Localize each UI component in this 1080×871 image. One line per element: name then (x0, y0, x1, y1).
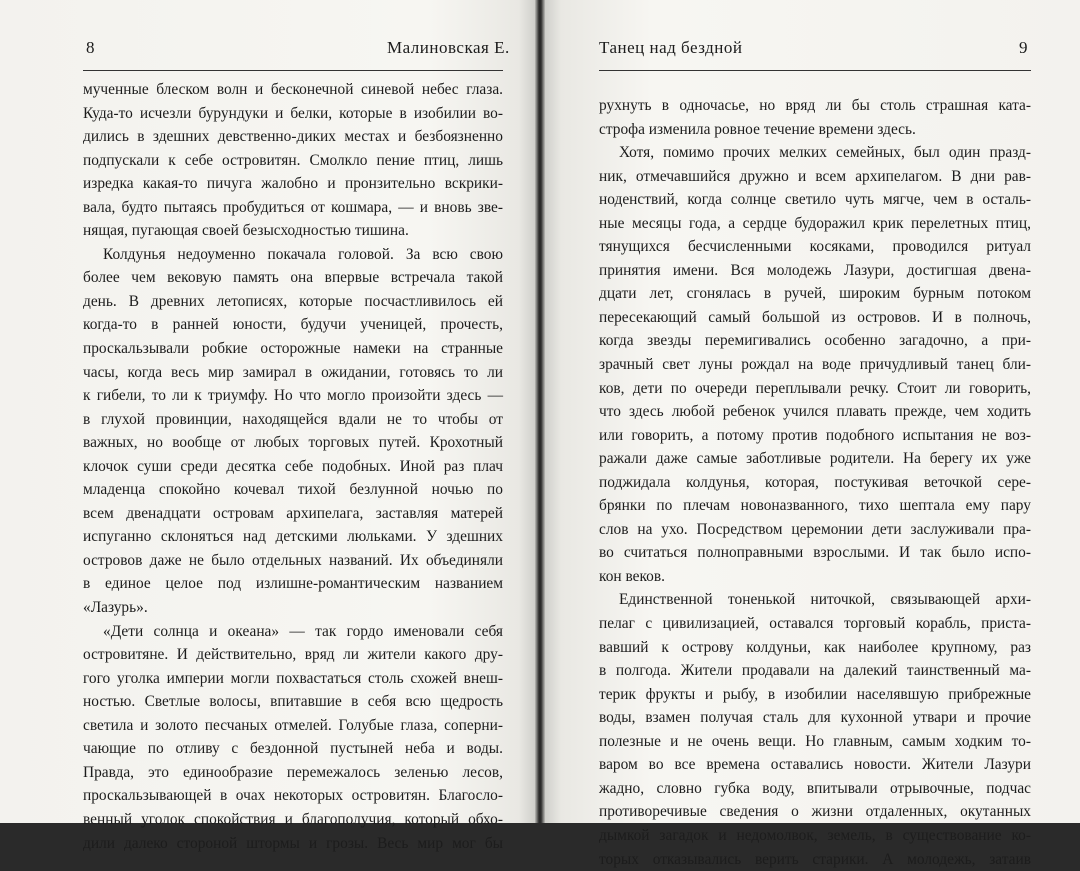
left-page (0, 0, 535, 823)
text-line: торых отказывались верить старики. А молодежь, затаив (599, 848, 1031, 871)
text-line: «Дети солнца и океана» — так гордо именовали себя (83, 620, 503, 644)
text-line: день. В древних летописях, которые посчастливилось ей (83, 290, 503, 314)
text-line: светила и золото песчаных отмелей. Голубые глаза, соперни- (83, 714, 503, 738)
right-page (545, 0, 1080, 823)
right-page-number: 9 (1019, 38, 1028, 58)
text-line: полезные и не очень вещи. Но главным, самым ходким то- (599, 730, 1031, 754)
text-line: ностью. Светлые волосы, впитавшие в себя всю щедрость (83, 690, 503, 714)
text-line: варом во все времена оставались новости. Жители Лазури (599, 753, 1031, 777)
right-running-head: Танец над бездной (599, 38, 742, 58)
text-line: дцати лет, сгонялась в ручей, широким бурным потоком (599, 282, 1031, 306)
text-line: всем двенадцати островам архипелага, заставляя матерей (83, 502, 503, 526)
text-line: дили далеко стороной штормы и грозы. Весь мир мог бы (83, 832, 503, 856)
text-line: ные месяцы года, а сердце будоражил крик перелетных птиц, (599, 212, 1031, 236)
text-line: вавший к острову колдуньи, как наиболее крупному, раз (599, 636, 1031, 660)
text-line: принятия имени. Вся молодежь Лазури, достигшая двена- (599, 259, 1031, 283)
text-line: в глухой провинции, находящейся вдали не то чтобы от (83, 408, 503, 432)
text-line: дились в здешних девственно-диких местах и безбоязненно (83, 125, 503, 149)
text-line: Куда-то исчезли бурундуки и белки, которые в изобилии во- (83, 102, 503, 126)
left-page-number: 8 (86, 38, 95, 58)
text-line: к гибели, то ли к триумфу. Но что могло произойти здесь — (83, 384, 503, 408)
text-line: часы, когда весь мир замирал в ожидании, готовясь то ли (83, 361, 503, 385)
text-line: венный уголок спокойствия и благополучия, который обхо- (83, 808, 503, 832)
text-line: брянки по плечам новоназванного, тихо шептала ему пару (599, 494, 1031, 518)
text-line: Хотя, помимо прочих мелких семейных, был один празд- (599, 141, 1031, 165)
text-line: рухнуть в одночасье, но вряд ли бы столь страшная ката- (599, 94, 1031, 118)
text-line: ков, дети по очереди переплывали речку. Стоит ли говорить, (599, 377, 1031, 401)
text-line: проскальзывали робкие осторожные намеки на странные (83, 337, 503, 361)
text-line: проскальзывающей в очах некоторых островитян. Благосло- (83, 784, 503, 808)
left-header-rule (83, 70, 503, 71)
text-line: жадно, словно губка воду, впитывали отрывочные, подчас (599, 777, 1031, 801)
text-line: противоречивые сведения о жизни отдаленных, окутанных (599, 800, 1031, 824)
text-line: дымкой загадок и недомолвок, земель, в существование ко- (599, 824, 1031, 848)
text-line: вала, будто пытаясь пробудиться от кошмара, — и вновь зве- (83, 196, 503, 220)
text-line: или говорить, а потому против подобного испытания не воз- (599, 424, 1031, 448)
text-line: в единое целое под излишне-романтическим названием (83, 572, 503, 596)
text-line: островитяне. И действительно, вряд ли жители какого дру- (83, 643, 503, 667)
right-body-text (599, 94, 1031, 871)
text-line: гого уголка империи могли похвастаться столь схожей внеш- (83, 667, 503, 691)
text-line: в полгода. Жители продавали на далекий таинственный ма- (599, 659, 1031, 683)
text-line: поджидала колдунья, которая, постукивая веточкой сере- (599, 471, 1031, 495)
text-line: зрачный свет луны рождал на воде причудливый танец бли- (599, 353, 1031, 377)
text-line: нящая, пугающая своей безысходностью тишина. (83, 219, 503, 243)
text-line: Колдунья недоуменно покачала головой. За всю свою (83, 243, 503, 267)
text-line: слов на ухо. Посредством церемонии дети заслуживали пра- (599, 518, 1031, 542)
text-line: подпускали к себе островитян. Смолкло пение птиц, лишь (83, 149, 503, 173)
text-line: изредка какая-то пичуга жалобно и пронзительно вскрики- (83, 172, 503, 196)
text-line: Правда, это единообразие перемежалось зеленью лесов, (83, 761, 503, 785)
text-line: мученные блеском волн и бесконечной синевой небес глаза. (83, 78, 503, 102)
text-line: кон веков. (599, 565, 1031, 589)
text-line: клочок суши среди десятка себе подобных. Иной раз плач (83, 455, 503, 479)
text-line: когда-то в ранней юности, будучи ученицей, прочесть, (83, 313, 503, 337)
left-body-text (83, 78, 503, 855)
text-line: ник, отмечавшийся дружно и всем архипелагом. В дни рав- (599, 165, 1031, 189)
text-line: тянущихся бесчисленными косяками, проводился ритуал (599, 235, 1031, 259)
text-line: «Лазурь». (83, 596, 503, 620)
right-header-rule (599, 70, 1031, 71)
text-line: строфа изменила ровное течение времени здесь. (599, 118, 1031, 142)
text-line: воды, взамен получая сталь для кухонной утвари и прочие (599, 706, 1031, 730)
text-line: Единственной тоненькой ниточкой, связывающей архи- (599, 588, 1031, 612)
text-line: островов даже не было отдельных названий. Их объединяли (83, 549, 503, 573)
book-gutter (535, 0, 545, 823)
text-line: когда звезды перемигивались особенно загадочно, а при- (599, 329, 1031, 353)
text-line: испуганно склоняться над детскими люльками. У здешних (83, 525, 503, 549)
text-line: пелаг с цивилизацией, оставался торговый корабль, приста- (599, 612, 1031, 636)
text-line: младенца спокойно кочевал тихой безлунной ночью по (83, 478, 503, 502)
text-line: что здесь любой ребенок учился плавать прежде, чем ходить (599, 400, 1031, 424)
text-line: ражали даже самые заботливые родители. На берегу их уже (599, 447, 1031, 471)
text-line: важных, но вообще от любых торговых путей. Крохотный (83, 431, 503, 455)
text-line: ноденствий, когда солнце светило чуть мягче, чем в осталь- (599, 188, 1031, 212)
text-line: пересекающий самый большой из островов. И в полночь, (599, 306, 1031, 330)
text-line: во считаться полноправными взрослыми. И так было испо- (599, 541, 1031, 565)
text-line: чающие по отливу с бездонной пустыней неба и воды. (83, 737, 503, 761)
text-line: терик фрукты и рыбу, в изобилии населявшую прибрежные (599, 683, 1031, 707)
left-running-head: Малиновская Е. (387, 38, 510, 58)
text-line: более чем вековую память она впервые встречала такой (83, 266, 503, 290)
